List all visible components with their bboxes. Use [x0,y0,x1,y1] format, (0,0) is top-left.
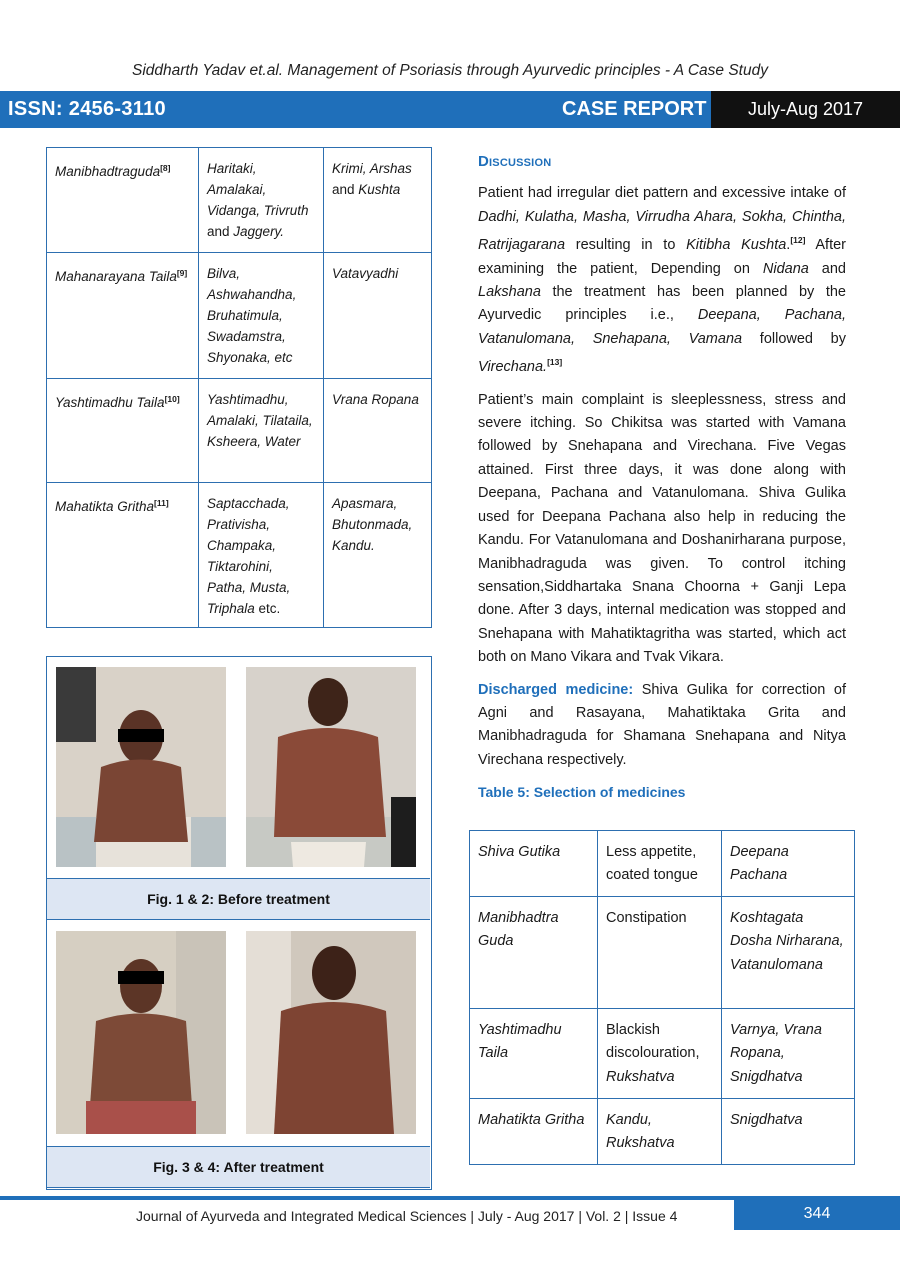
table-cell: Mahatikta Gritha [470,1099,598,1165]
table-cell: Blackish discolouration, Rukshatva [598,1009,722,1099]
discussion-paragraph-1: Patient had irregular diet pattern and excessive intake of Dadhi, Kulatha, Masha, Virrudha Ahara, Sokha, Chintha, Ratrijagarana resulting in to Kitibha Kushta.[12] After examining the patient, Depending on Nidana and Lakshana the treatment has been planned by the Ayurvedic principles i.e., Deepana, Pachana, Vatanulomana, Snehapana, Vamana followed by Virechana.[13] [478,185,847,376]
running-head: Siddharth Yadav et.al. Management of Psoriasis through Ayurvedic principles - A Case Study [132,62,768,79]
table-cell: Mahanarayana Taila[9] [47,253,199,379]
table-cell: Manibhadtraguda[8] [47,148,199,253]
figure-caption-after: Fig. 3 & 4: After treatment [47,1146,430,1188]
page-number: 344 [734,1200,900,1230]
table-cell: Yashtimadhu, Amalaki, Tilataila, Ksheera, Water [199,379,324,483]
table-row [47,253,432,379]
table-cell: Manibhadtra Guda [470,897,598,1009]
discussion-paragraph-2: Patient’s main complaint is sleeplessness, stress and severe itching. So Chikitsa was started with Vamana followed by Snehapana and Virechana. Five Vegas attained. First three days, it was done along with Deepana, Pachana and Vatanulomana. Shiva Gulika used for Deepana Pachana also help in reducing the Kandu. For Vatanulomana and Doshanirharana purpose, Manibhadraguda was given. To control itching sensation,Siddhartaka Snana Choorna + Ganji Lepa done. After 3 days, internal medication was stopped and Snehapana with Mahatiktagritha was started, which act both on Mano Vikara and Tvak Vikara. [478,391,846,666]
table-cell: Haritaki, Amalakai, Vidanga, Trivruth and Jaggery. [199,148,324,253]
discussion-heading: Discussion [478,153,552,170]
table-cell: Apasmara, Bhutonmada, Kandu. [324,483,432,628]
discussion-section [478,150,846,805]
table-cell: Snigdhatva [722,1099,855,1165]
selection-of-medicines-table [469,830,855,1165]
table-cell: Deepana Pachana [722,831,855,897]
discharged-medicine-paragraph: Discharged medicine: Shiva Gulika for correction of Agni and Rasayana, Mahatiktaka Grita and Manibhadraguda for Shamana Snehapana and Nitya Virechana respectively. [478,681,847,768]
issn-label: ISSN: 2456-3110 [8,98,166,120]
before-photo-front [56,667,226,867]
table-cell: Yashtimadhu Taila[10] [47,379,199,483]
table-cell: Less appetite, coated tongue [598,831,722,897]
before-photo-back [246,667,416,867]
footer-journal: Journal of Ayurveda and Integrated Medical Sciences | July - Aug 2017 | Vol. 2 | Issue 4 [136,1208,678,1224]
table-cell: Yashtimadhu Taila [470,1009,598,1099]
table-cell: Kandu, Rukshatva [598,1099,722,1165]
article-type-label: CASE REPORT [562,98,707,120]
table-cell: Saptacchada, Prativisha, Champaka, Tiktarohini, Patha, Musta, Triphala etc. [199,483,324,628]
figure-caption-before: Fig. 1 & 2: Before treatment [47,878,430,920]
table-row [47,148,432,253]
after-photo-back [246,931,416,1134]
table-cell: Constipation [598,897,722,1009]
table-cell: Mahatikta Gritha[11] [47,483,199,628]
journal-band [0,91,900,128]
after-photo-front [56,931,226,1134]
table-row [47,379,432,483]
table-cell: Koshtagata Dosha Nirharana, Vatanulomana [722,897,855,1009]
table-cell: Vatavyadhi [324,253,432,379]
table-row [470,831,855,897]
table-row [470,1009,855,1099]
discharged-label: Discharged medicine: [478,681,634,698]
table-cell: Vrana Ropana [324,379,432,483]
medicines-table [46,147,432,628]
table-row [470,1099,855,1165]
figure-panel [46,656,432,1190]
issue-date-label: July-Aug 2017 [711,91,900,128]
table-row [470,897,855,1009]
table-cell: Bilva, Ashwahandha, Bruhatimula, Swadamstra, Shyonaka, etc [199,253,324,379]
table-cell: Varnya, Vrana Ropana, Snigdhatva [722,1009,855,1099]
table-row [47,483,432,628]
table-cell: Krimi, Arshas and Kushta [324,148,432,253]
table-cell: Shiva Gutika [470,831,598,897]
table5-caption: Table 5: Selection of medicines [478,784,686,801]
